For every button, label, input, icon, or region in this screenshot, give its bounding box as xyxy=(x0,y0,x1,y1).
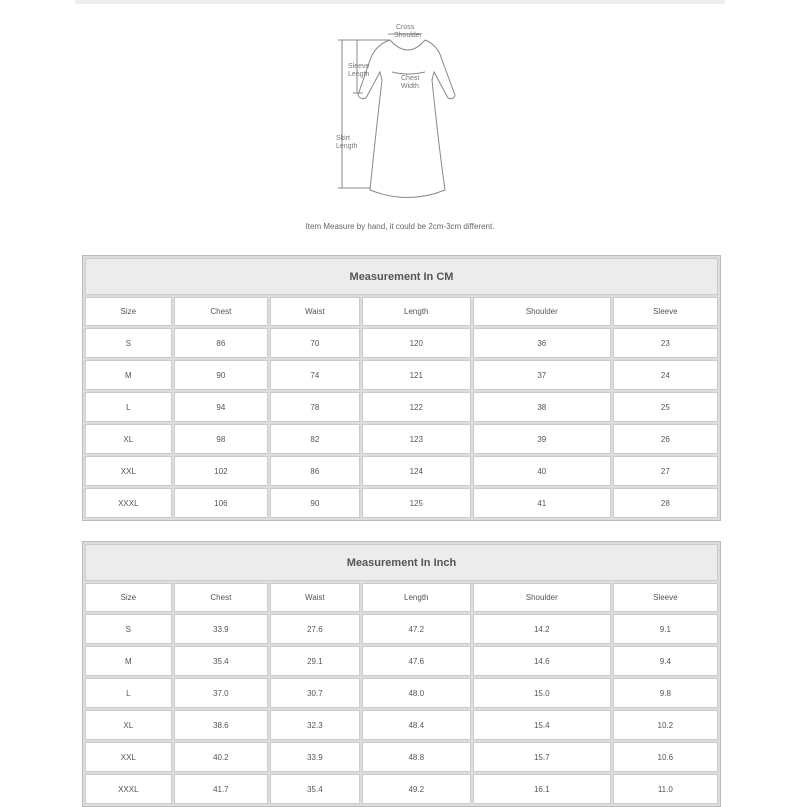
table-row xyxy=(85,424,718,454)
table-cell: 70 xyxy=(270,328,360,358)
table-cell: M xyxy=(85,360,172,390)
table-cell: 86 xyxy=(174,328,268,358)
label-shoulder: Shoulder xyxy=(394,32,423,39)
table-cell: 26 xyxy=(613,424,718,454)
table-cell: 47.2 xyxy=(362,614,471,644)
table-cell: 15.0 xyxy=(473,678,611,708)
table-cell: 90 xyxy=(270,488,360,518)
table-cell: 47.6 xyxy=(362,646,471,676)
table-row xyxy=(85,678,718,708)
table-cell: 30.7 xyxy=(270,678,360,708)
table-cell: 35.4 xyxy=(174,646,268,676)
table-cell: 41 xyxy=(473,488,611,518)
table-title: Measurement In Inch xyxy=(85,544,718,581)
table-cell: 37.0 xyxy=(174,678,268,708)
table-cell: 38 xyxy=(473,392,611,422)
table-row xyxy=(85,392,718,422)
table-cell: XXL xyxy=(85,742,172,772)
column-header: Waist xyxy=(270,583,360,612)
column-header: Chest xyxy=(174,583,268,612)
table-cell: 123 xyxy=(362,424,471,454)
table-cell: 16.1 xyxy=(473,774,611,804)
table-cell: 15.7 xyxy=(473,742,611,772)
table-cell: 38.6 xyxy=(174,710,268,740)
header-row xyxy=(85,297,718,326)
table-cell: 9.1 xyxy=(613,614,718,644)
table-cell: 102 xyxy=(174,456,268,486)
label-skirt-length: Length xyxy=(336,143,358,150)
table-cell: 125 xyxy=(362,488,471,518)
table-cell: 90 xyxy=(174,360,268,390)
table-cell: 124 xyxy=(362,456,471,486)
header-row xyxy=(85,583,718,612)
column-header: Chest xyxy=(174,297,268,326)
table-cell: 41.7 xyxy=(174,774,268,804)
table-cell: L xyxy=(85,392,172,422)
table-cell: 11.0 xyxy=(613,774,718,804)
table-cell: 39 xyxy=(473,424,611,454)
column-header: Sleeve xyxy=(613,583,718,612)
table-cell: 40 xyxy=(473,456,611,486)
table-cell: 9.4 xyxy=(613,646,718,676)
column-header: Size xyxy=(85,297,172,326)
table-cell: XL xyxy=(85,710,172,740)
table-cell: 14.6 xyxy=(473,646,611,676)
label-sleeve-length: Length xyxy=(348,71,370,78)
table-cell: 28 xyxy=(613,488,718,518)
table-cell: 82 xyxy=(270,424,360,454)
column-header: Length xyxy=(362,583,471,612)
table-cell: M xyxy=(85,646,172,676)
top-divider xyxy=(75,0,725,4)
label-cross: Cross xyxy=(396,24,415,31)
table-row xyxy=(85,614,718,644)
measure-note: Item Measure by hand, it could be 2cm-3cm different. xyxy=(305,222,495,231)
table-cell: 94 xyxy=(174,392,268,422)
table-cell: 106 xyxy=(174,488,268,518)
table-cell: 15.4 xyxy=(473,710,611,740)
table-cell: 48.0 xyxy=(362,678,471,708)
table-cell: 24 xyxy=(613,360,718,390)
label-chest-width: Width xyxy=(401,83,419,90)
table-cell: 40.2 xyxy=(174,742,268,772)
table-cell: 121 xyxy=(362,360,471,390)
table-cell: 14.2 xyxy=(473,614,611,644)
table-cell: 27 xyxy=(613,456,718,486)
table-cell: 29.1 xyxy=(270,646,360,676)
table-cell: 10.2 xyxy=(613,710,718,740)
table-cell: S xyxy=(85,614,172,644)
label-sleeve: Sleeve xyxy=(348,63,370,70)
table-cell: 37 xyxy=(473,360,611,390)
table-cell: XL xyxy=(85,424,172,454)
table-row xyxy=(85,328,718,358)
table-cell: 48.8 xyxy=(362,742,471,772)
inch-size-table xyxy=(82,541,721,807)
table-cell: 98 xyxy=(174,424,268,454)
table-cell: 35.4 xyxy=(270,774,360,804)
table-cell: 48.4 xyxy=(362,710,471,740)
table-cell: 23 xyxy=(613,328,718,358)
column-header: Sleeve xyxy=(613,297,718,326)
table-cell: 9.8 xyxy=(613,678,718,708)
table-cell: 27.6 xyxy=(270,614,360,644)
table-cell: 33.9 xyxy=(270,742,360,772)
column-header: Size xyxy=(85,583,172,612)
column-header: Length xyxy=(362,297,471,326)
column-header: Shoulder xyxy=(473,297,611,326)
table-cell: XXXL xyxy=(85,774,172,804)
table-cell: 33.9 xyxy=(174,614,268,644)
dress-measurement-diagram xyxy=(290,10,520,220)
table-cell: L xyxy=(85,678,172,708)
table-row xyxy=(85,488,718,518)
table-cell: XXL xyxy=(85,456,172,486)
table-cell: 120 xyxy=(362,328,471,358)
cm-size-table xyxy=(82,255,721,521)
table-row xyxy=(85,456,718,486)
table-row xyxy=(85,710,718,740)
table-cell: 122 xyxy=(362,392,471,422)
table-row xyxy=(85,742,718,772)
table-cell: 86 xyxy=(270,456,360,486)
table-row xyxy=(85,646,718,676)
table-cell: 49.2 xyxy=(362,774,471,804)
table-cell: 25 xyxy=(613,392,718,422)
table-cell: 78 xyxy=(270,392,360,422)
table-row xyxy=(85,360,718,390)
table-cell: 74 xyxy=(270,360,360,390)
table-cell: 36 xyxy=(473,328,611,358)
column-header: Shoulder xyxy=(473,583,611,612)
table-cell: S xyxy=(85,328,172,358)
label-skirt: Skirt xyxy=(336,135,350,142)
table-title: Measurement In CM xyxy=(85,258,718,295)
table-cell: XXXL xyxy=(85,488,172,518)
table-cell: 32.3 xyxy=(270,710,360,740)
column-header: Waist xyxy=(270,297,360,326)
label-chest: Chest xyxy=(401,75,420,82)
table-cell: 10.6 xyxy=(613,742,718,772)
